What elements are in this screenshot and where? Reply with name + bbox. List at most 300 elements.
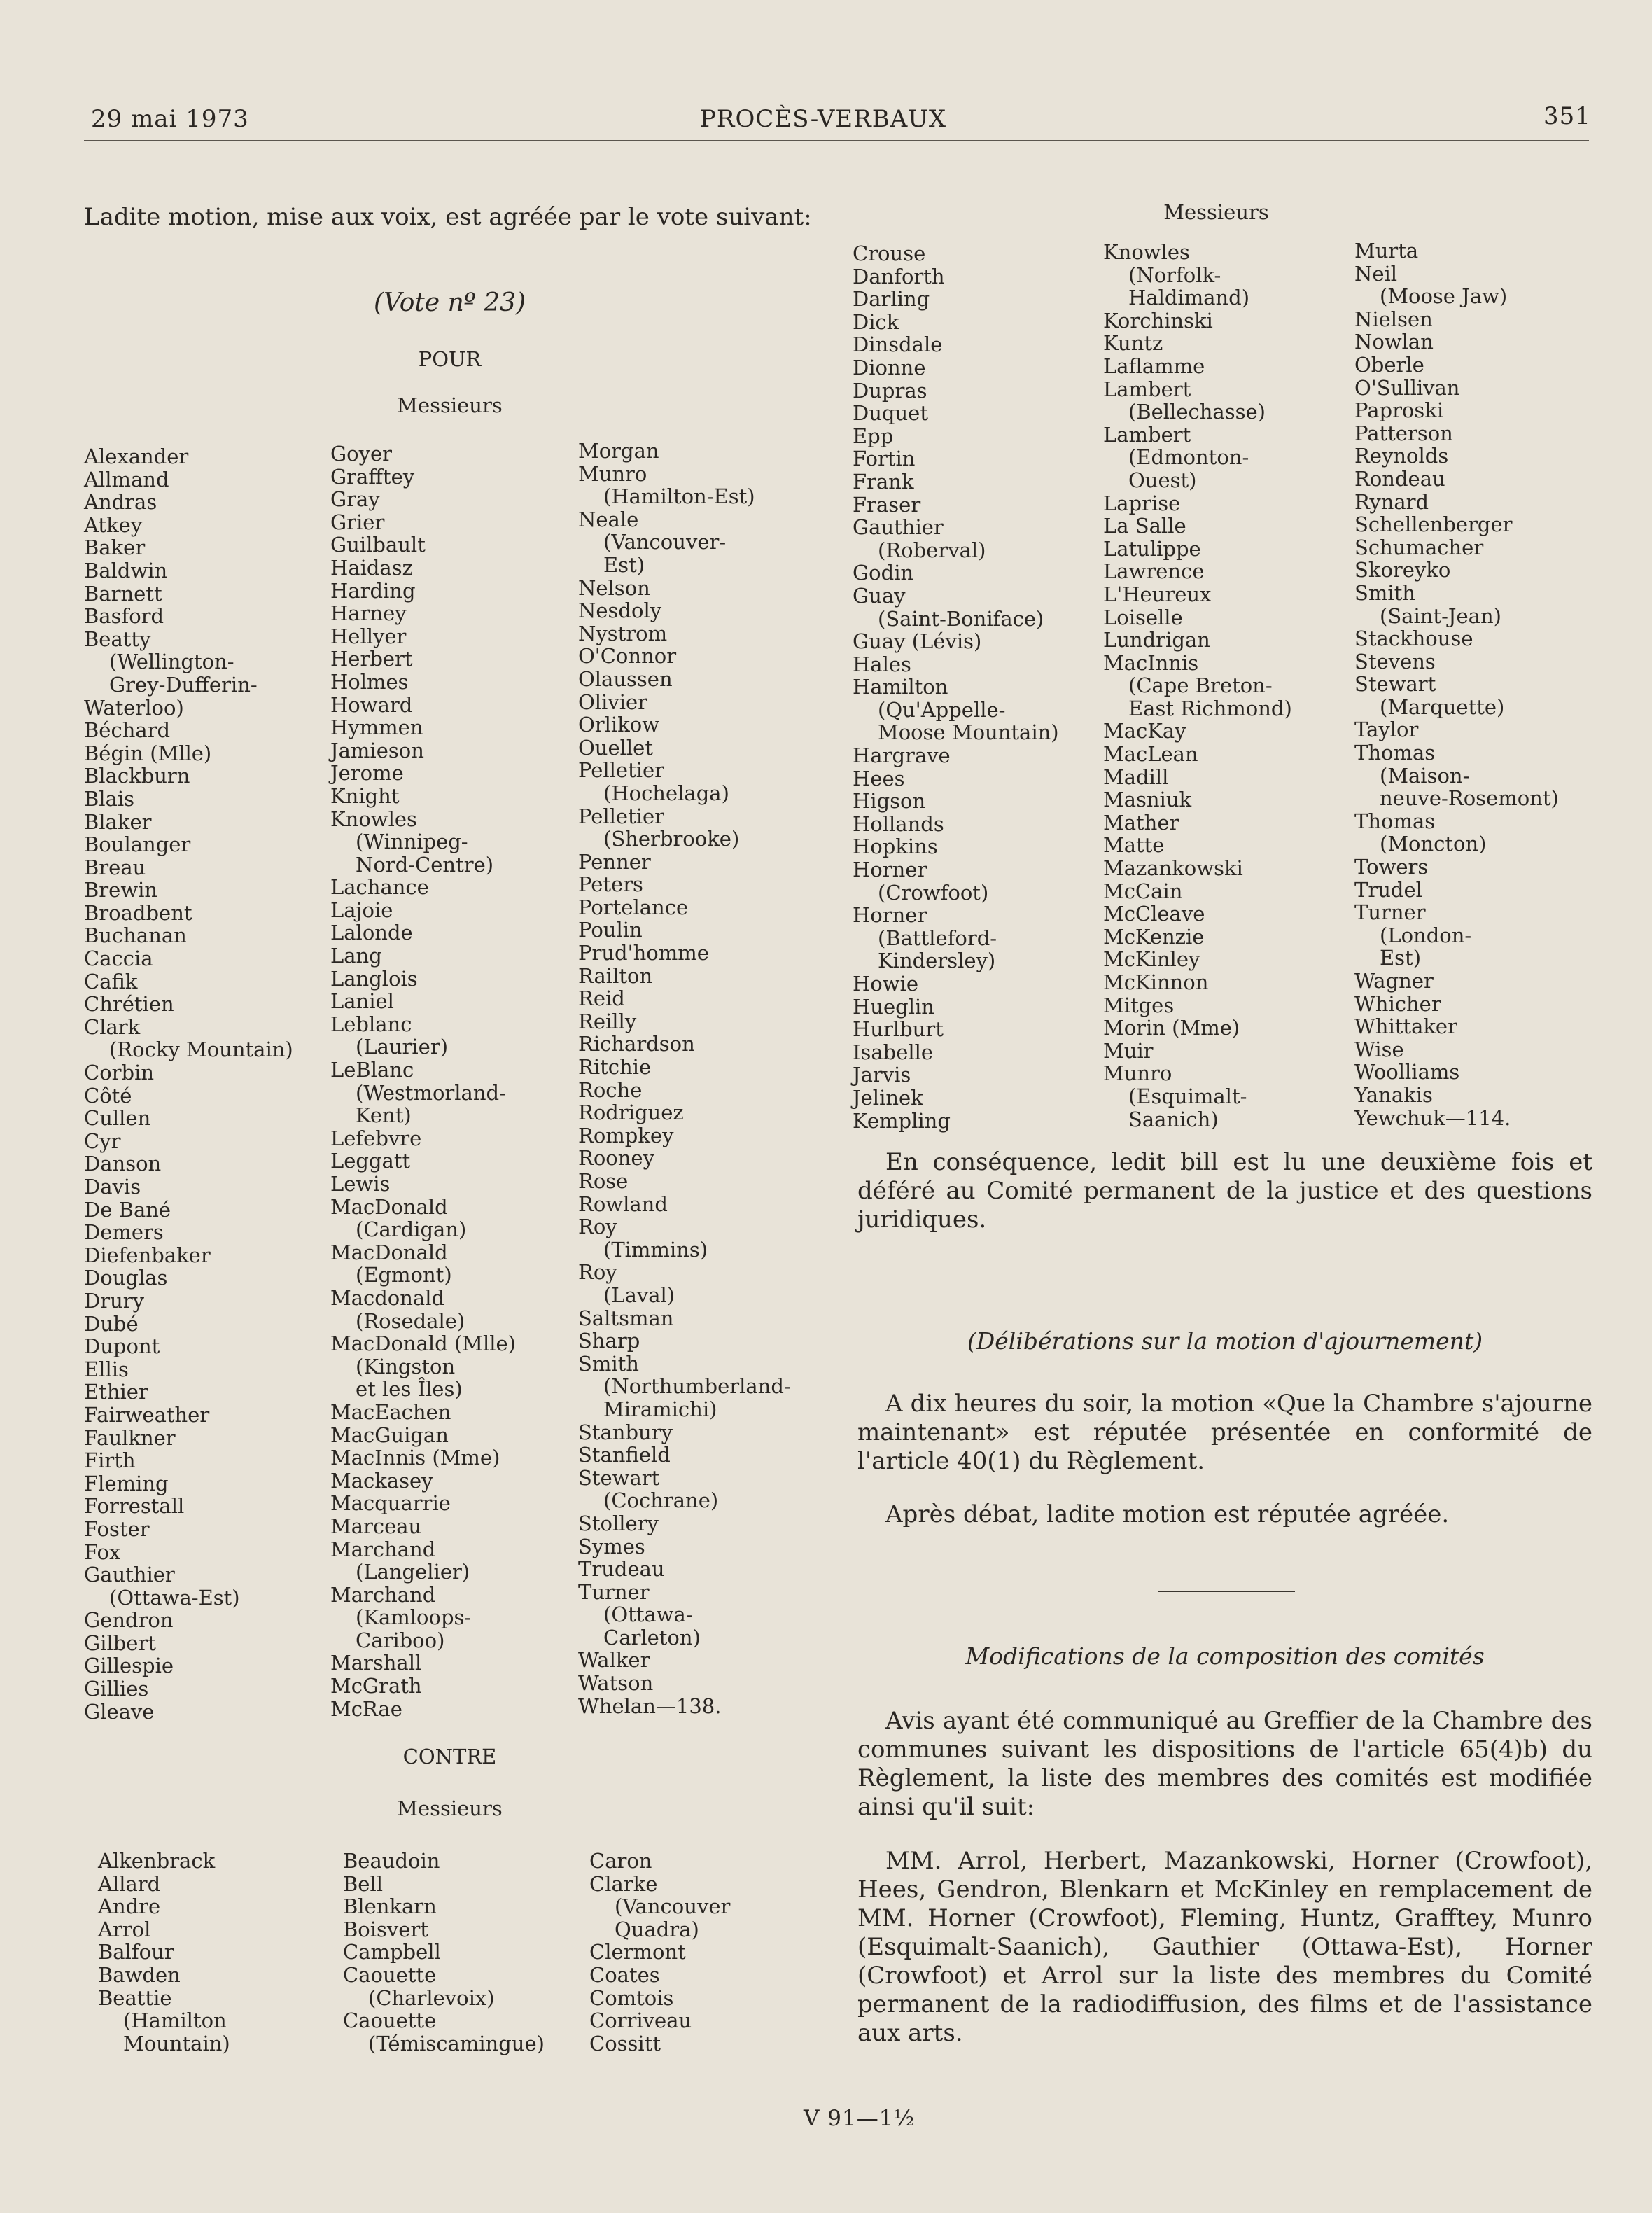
member-name: Côté bbox=[84, 1083, 132, 1108]
member-name: Whicher bbox=[1354, 991, 1441, 1016]
member-name: Jerome bbox=[330, 761, 404, 786]
member-name: (Moose Jaw) bbox=[1380, 284, 1508, 309]
member-name: Penner bbox=[578, 849, 651, 874]
member-name: Dionne bbox=[853, 355, 926, 379]
member-name: Ouellet bbox=[578, 735, 653, 760]
member-name: Diefenbaker bbox=[84, 1243, 211, 1267]
member-name: Leggatt bbox=[330, 1149, 411, 1173]
member-name: Demers bbox=[84, 1220, 164, 1245]
member-name: Horner bbox=[853, 858, 927, 882]
member-name: Peters bbox=[578, 872, 643, 897]
member-name: (Norfolk- bbox=[1128, 263, 1222, 287]
member-name: Marchand bbox=[330, 1582, 436, 1607]
member-name: Herbert bbox=[330, 647, 413, 671]
member-name: (Saint-Jean) bbox=[1380, 603, 1502, 628]
member-name: Ethier bbox=[84, 1380, 148, 1404]
member-name: Cossitt bbox=[589, 2031, 661, 2055]
member-name: Roche bbox=[578, 1077, 643, 1102]
member-name: Moose Mountain) bbox=[878, 720, 1059, 745]
member-name: Dupras bbox=[853, 378, 927, 403]
member-name: (Cochrane) bbox=[603, 1488, 719, 1513]
member-name: Ellis bbox=[84, 1357, 129, 1381]
member-name: Balfour bbox=[98, 1940, 174, 1964]
member-name: Munro bbox=[1103, 1061, 1172, 1086]
member-name: (Northumberland- bbox=[603, 1374, 791, 1399]
header-page-number: 351 bbox=[1544, 102, 1591, 130]
member-name: LeBlanc bbox=[330, 1058, 414, 1082]
section-divider bbox=[1158, 1591, 1295, 1592]
member-name: Mather bbox=[1103, 810, 1180, 835]
member-name: Grey-Dufferin- bbox=[109, 672, 258, 697]
member-name: Beaudoin bbox=[343, 1849, 440, 1873]
member-name: Matte bbox=[1103, 833, 1165, 858]
member-name: Faulkner bbox=[84, 1425, 176, 1450]
member-name: Turner bbox=[1354, 900, 1426, 925]
member-name: Gendron bbox=[84, 1608, 174, 1633]
member-name: Alkenbrack bbox=[98, 1849, 216, 1873]
member-name: Harney bbox=[330, 601, 407, 626]
member-name: Higson bbox=[853, 789, 926, 814]
member-name: Pelletier bbox=[578, 758, 665, 783]
member-name: Andras bbox=[84, 490, 158, 515]
member-name: Lambert bbox=[1103, 377, 1191, 401]
member-name: Comtois bbox=[589, 1985, 674, 2010]
member-name: (Egmont) bbox=[356, 1263, 452, 1287]
member-name: (Wellington- bbox=[109, 650, 234, 674]
member-name: Bawden bbox=[98, 1962, 181, 1987]
member-name: (Ottawa- bbox=[603, 1603, 693, 1627]
member-name: (Kamloops- bbox=[356, 1605, 472, 1630]
member-name: Saltsman bbox=[578, 1306, 674, 1330]
member-name: Dupont bbox=[84, 1334, 160, 1359]
member-name: Paproski bbox=[1354, 398, 1444, 423]
pour-names-col3 bbox=[578, 440, 791, 1717]
member-name: Frank bbox=[853, 469, 914, 494]
member-name: Rondeau bbox=[1354, 466, 1446, 491]
header-rule bbox=[84, 140, 1589, 141]
member-name: Neale bbox=[578, 507, 639, 531]
member-name: Saanich) bbox=[1128, 1107, 1219, 1131]
member-name: et les Îles) bbox=[356, 1377, 463, 1402]
member-name: MacLean bbox=[1103, 742, 1198, 767]
member-name: McGrath bbox=[330, 1674, 422, 1698]
member-name: Gray bbox=[330, 487, 380, 512]
member-name: Patterson bbox=[1354, 421, 1453, 445]
member-name: Leblanc bbox=[330, 1012, 412, 1036]
member-name: Watson bbox=[578, 1671, 654, 1696]
member-name: Breau bbox=[84, 855, 146, 879]
member-name: Nowlan bbox=[1354, 330, 1434, 354]
member-name: MacGuigan bbox=[330, 1423, 449, 1447]
member-name: Muir bbox=[1103, 1038, 1154, 1063]
member-name: Rompkey bbox=[578, 1123, 674, 1147]
member-name: Stewart bbox=[578, 1465, 660, 1490]
member-name: Cariboo) bbox=[356, 1628, 445, 1652]
member-name: Goyer bbox=[330, 442, 393, 466]
member-name: Waterloo) bbox=[84, 695, 184, 720]
member-name: Walker bbox=[578, 1648, 650, 1673]
pour-names-col2 bbox=[330, 442, 516, 1720]
member-name: Roy bbox=[578, 1215, 617, 1239]
member-name: Rose bbox=[578, 1169, 629, 1193]
adjournment-agreed-paragraph: Après débat, ladite motion est réputée agréée. bbox=[886, 1500, 1450, 1528]
member-name: Chrétien bbox=[84, 992, 174, 1017]
member-name: (Vancouver- bbox=[603, 530, 727, 554]
member-name: Thomas bbox=[1354, 809, 1436, 833]
member-name: Mountain) bbox=[123, 2031, 230, 2055]
member-name: Ouest) bbox=[1128, 468, 1197, 492]
member-name: Hees bbox=[853, 766, 905, 790]
member-name: Stanbury bbox=[578, 1420, 673, 1444]
member-name: (Esquimalt- bbox=[1128, 1084, 1247, 1108]
member-name: Bégin (Mlle) bbox=[84, 741, 212, 765]
member-name: MacDonald bbox=[330, 1240, 448, 1264]
member-name: Allard bbox=[98, 1871, 161, 1896]
member-name: Langlois bbox=[330, 966, 418, 991]
member-name: Knight bbox=[330, 783, 400, 808]
member-name: Drury bbox=[84, 1288, 145, 1313]
committee-changes-title: Modifications de la composition des comités bbox=[965, 1642, 1485, 1670]
member-name: Thomas bbox=[1354, 741, 1436, 765]
member-name: Hurlburt bbox=[853, 1017, 944, 1042]
member-name: Reynolds bbox=[1354, 444, 1449, 468]
member-name: McKenzie bbox=[1103, 924, 1205, 949]
member-name: Blaker bbox=[84, 809, 152, 834]
contre-heading: CONTRE bbox=[402, 1745, 497, 1768]
member-name: Jamieson bbox=[330, 738, 424, 762]
member-name: Howard bbox=[330, 692, 413, 717]
member-name: (Langelier) bbox=[356, 1560, 470, 1584]
contre-continued-messieurs: Messieurs bbox=[1163, 200, 1269, 224]
member-name: Stevens bbox=[1354, 649, 1436, 673]
member-name: Nesdoly bbox=[578, 599, 662, 623]
member-name: Lawrence bbox=[1103, 559, 1205, 584]
member-name: Sharp bbox=[578, 1329, 640, 1353]
member-name: Béchard bbox=[84, 718, 171, 743]
member-name: Towers bbox=[1354, 855, 1429, 879]
member-name: McCleave bbox=[1103, 902, 1205, 926]
member-name: Boisvert bbox=[343, 1917, 428, 1941]
member-name: Allmand bbox=[84, 467, 169, 491]
member-name: Taylor bbox=[1354, 718, 1419, 742]
member-name: Andre bbox=[98, 1894, 161, 1919]
member-name: Nord-Centre) bbox=[356, 852, 494, 877]
adjournment-paragraph: A dix heures du soir, la motion «Que la Chambre s'ajourne maintenant» est réputée présentée en conformité de l'article 40(1) du Règlement. bbox=[858, 1390, 1592, 1475]
second-reading-paragraph: En conséquence, ledit bill est lu une deuxième fois et déféré au Comité permanent de la justice et des questions juridiques. bbox=[858, 1148, 1592, 1234]
member-name: Broadbent bbox=[84, 900, 192, 925]
member-name: Smith bbox=[578, 1351, 639, 1376]
header-title: PROCÈS-VERBAUX bbox=[700, 105, 947, 133]
member-name: (Saint-Boniface) bbox=[878, 606, 1044, 631]
footer-signature: V 91—1½ bbox=[804, 2106, 916, 2131]
pour-messieurs: Messieurs bbox=[397, 393, 503, 417]
member-name: Beatty bbox=[84, 627, 151, 651]
member-name: (Rocky Mountain) bbox=[109, 1038, 293, 1062]
member-name: neuve-Rosemont) bbox=[1380, 786, 1559, 811]
contre-cont-col2 bbox=[1103, 241, 1292, 1131]
member-name: Laflamme bbox=[1103, 354, 1205, 378]
member-name: Stanfield bbox=[578, 1443, 671, 1467]
member-name: Portelance bbox=[578, 895, 689, 919]
member-name: (Crowfoot) bbox=[878, 880, 989, 905]
member-name: Mitges bbox=[1103, 993, 1175, 1017]
member-name: Boulanger bbox=[84, 832, 191, 857]
member-name: Guay bbox=[853, 583, 906, 608]
vote-intro: Ladite motion, mise aux voix, est agréée par le vote suivant: bbox=[84, 203, 812, 231]
member-name: Nelson bbox=[578, 575, 650, 600]
member-name: Est) bbox=[603, 552, 645, 577]
member-name: Fairweather bbox=[84, 1402, 210, 1427]
member-name: Miramichi) bbox=[603, 1397, 718, 1421]
member-name: Trudeau bbox=[578, 1557, 665, 1582]
member-name: (Edmonton- bbox=[1128, 445, 1250, 470]
member-name: McRae bbox=[330, 1696, 402, 1721]
member-name: Hueglin bbox=[853, 994, 934, 1019]
member-name: Lambert bbox=[1103, 422, 1191, 447]
member-name: Fraser bbox=[853, 492, 921, 517]
member-name: Trudel bbox=[1354, 877, 1422, 902]
member-name: Whittaker bbox=[1354, 1014, 1457, 1039]
member-name: (London- bbox=[1380, 923, 1472, 947]
member-name: Jelinek bbox=[853, 1085, 923, 1110]
member-name: Corriveau bbox=[589, 2009, 692, 2033]
member-name: Danforth bbox=[853, 264, 945, 288]
member-name: Stackhouse bbox=[1354, 627, 1474, 651]
member-name: Smith bbox=[1354, 580, 1415, 605]
member-name: Hymmen bbox=[330, 715, 424, 740]
adjournment-debate-title: (Délibérations sur la motion d'ajournement) bbox=[967, 1327, 1483, 1355]
member-name: Hellyer bbox=[330, 624, 407, 648]
member-name: Alexander bbox=[84, 445, 189, 468]
member-name: Caouette bbox=[343, 2009, 437, 2033]
member-name: Nielsen bbox=[1354, 307, 1433, 331]
member-name: Marshall bbox=[330, 1651, 422, 1675]
member-name: Rynard bbox=[1354, 489, 1429, 514]
member-name: Stewart bbox=[1354, 672, 1436, 697]
member-name: Oberle bbox=[1354, 352, 1424, 377]
member-name: Coates bbox=[589, 1962, 660, 1987]
member-name: McCain bbox=[1103, 879, 1183, 903]
member-name: Foster bbox=[84, 1516, 150, 1541]
member-name: Korchinski bbox=[1103, 308, 1213, 333]
member-name: Guilbault bbox=[330, 533, 426, 557]
member-name: Morgan bbox=[578, 439, 659, 463]
member-name: Cullen bbox=[84, 1106, 151, 1131]
member-name: Howie bbox=[853, 972, 919, 996]
member-name: Holmes bbox=[330, 669, 409, 694]
member-name: Yewchuk—114. bbox=[1354, 1105, 1511, 1130]
member-name: Crouse bbox=[853, 242, 926, 265]
member-name: Marceau bbox=[330, 1514, 422, 1538]
member-name: Jarvis bbox=[853, 1063, 911, 1087]
member-name: (Qu'Appelle- bbox=[878, 697, 1006, 722]
member-name: Quadra) bbox=[615, 1917, 699, 1941]
member-name: Kuntz bbox=[1103, 331, 1163, 356]
member-name: Munro bbox=[578, 461, 648, 486]
member-name: Grafftey bbox=[330, 464, 415, 489]
member-name: Morin (Mme) bbox=[1103, 1016, 1240, 1040]
member-name: (Hochelaga) bbox=[603, 781, 729, 805]
member-name: Carleton) bbox=[603, 1625, 701, 1649]
member-name: Ritchie bbox=[578, 1055, 652, 1080]
member-name: Gillespie bbox=[84, 1654, 174, 1678]
member-name: Arrol bbox=[98, 1917, 151, 1941]
member-name: Corbin bbox=[84, 1061, 155, 1085]
member-name: Poulin bbox=[578, 918, 643, 942]
member-name: Blenkarn bbox=[343, 1894, 437, 1919]
member-name: Reid bbox=[578, 986, 625, 1011]
member-name: Reilly bbox=[578, 1009, 637, 1033]
member-name: Rodriguez bbox=[578, 1101, 684, 1125]
vote-number: (Vote nº 23) bbox=[373, 288, 526, 317]
pour-names-col1 bbox=[84, 445, 293, 1723]
member-name: Wise bbox=[1354, 1037, 1404, 1061]
member-name: (Témiscamingue) bbox=[368, 2031, 545, 2055]
member-name: Olaussen bbox=[578, 666, 673, 691]
member-name: (Maison- bbox=[1380, 763, 1470, 788]
member-name: Baldwin bbox=[84, 558, 168, 582]
member-name: (Moncton) bbox=[1380, 832, 1487, 856]
member-name: Laniel bbox=[330, 989, 394, 1014]
member-name: (Battleford- bbox=[878, 926, 997, 950]
member-name: Railton bbox=[578, 963, 653, 988]
member-name: Symes bbox=[578, 1534, 645, 1558]
member-name: Hollands bbox=[853, 811, 944, 836]
member-name: Macdonald bbox=[330, 1285, 445, 1310]
member-name: Lundrigan bbox=[1103, 628, 1210, 652]
member-name: Nystrom bbox=[578, 621, 668, 645]
member-name: MacDonald bbox=[330, 1194, 448, 1219]
member-name: Roy bbox=[578, 1260, 617, 1285]
member-name: Gillies bbox=[84, 1677, 149, 1701]
member-name: Horner bbox=[853, 903, 927, 928]
member-name: (Kingston bbox=[356, 1354, 456, 1378]
member-name: Cafik bbox=[84, 969, 138, 993]
member-name: MacInnis (Mme) bbox=[330, 1446, 500, 1470]
member-name: Neil bbox=[1354, 261, 1398, 286]
member-name: Rowland bbox=[578, 1192, 668, 1216]
member-name: (Laurier) bbox=[356, 1035, 449, 1059]
member-name: Firth bbox=[84, 1448, 136, 1473]
member-name: Stollery bbox=[578, 1511, 659, 1535]
member-name: Fortin bbox=[853, 447, 916, 471]
member-name: Fox bbox=[84, 1540, 121, 1564]
member-name: Olivier bbox=[578, 690, 648, 714]
member-name: Latulippe bbox=[1103, 536, 1201, 561]
member-name: Madill bbox=[1103, 765, 1169, 789]
member-name: Laprise bbox=[1103, 491, 1181, 515]
member-name: Wagner bbox=[1354, 969, 1434, 993]
member-name: MacDonald (Mlle) bbox=[330, 1332, 516, 1356]
member-name: Gilbert bbox=[84, 1631, 156, 1655]
member-name: Forrestall bbox=[84, 1494, 185, 1519]
contre-names-col2 bbox=[343, 1850, 545, 2055]
member-name: Skoreyko bbox=[1354, 558, 1451, 582]
member-name: Grier bbox=[330, 510, 385, 534]
member-name: Lefebvre bbox=[330, 1126, 422, 1150]
member-name: Murta bbox=[1354, 239, 1419, 263]
member-name: (Westmorland- bbox=[356, 1080, 506, 1105]
contre-names-col3 bbox=[589, 1850, 730, 2055]
member-name: (Sherbrooke) bbox=[603, 827, 740, 851]
member-name: (Winnipeg- bbox=[356, 830, 468, 854]
member-name: Hales bbox=[853, 652, 911, 676]
member-name: O'Sullivan bbox=[1354, 375, 1460, 400]
member-name: (Rosedale) bbox=[356, 1308, 465, 1333]
member-name: Schumacher bbox=[1354, 535, 1484, 559]
member-name: (Ottawa-Est) bbox=[109, 1585, 240, 1610]
member-name: Bell bbox=[343, 1871, 384, 1896]
member-name: Whelan—138. bbox=[578, 1694, 722, 1718]
contre-names-col1 bbox=[98, 1850, 230, 2055]
member-name: East Richmond) bbox=[1128, 696, 1292, 720]
member-name: Orlikow bbox=[578, 713, 660, 737]
member-name: Duquet bbox=[853, 401, 928, 426]
member-name: Est) bbox=[1380, 946, 1422, 970]
member-name: Clermont bbox=[589, 1940, 686, 1964]
member-name: Clarke bbox=[589, 1871, 658, 1896]
header-date: 29 mai 1973 bbox=[91, 105, 249, 133]
member-name: Clark bbox=[84, 1014, 141, 1039]
member-name: Lewis bbox=[330, 1172, 391, 1196]
member-name: De Bané bbox=[84, 1197, 172, 1222]
member-name: Campbell bbox=[343, 1940, 441, 1964]
member-name: Guay (Lévis) bbox=[853, 629, 982, 654]
member-name: Basford bbox=[84, 604, 164, 629]
member-name: McKinnon bbox=[1103, 970, 1209, 994]
member-name: Godin bbox=[853, 561, 914, 585]
member-name: Douglas bbox=[84, 1266, 168, 1290]
member-name: Blais bbox=[84, 786, 135, 811]
committee-membership-paragraph: MM. Arrol, Herbert, Mazankowski, Horner (Crowfoot), Hees, Gendron, Blenkarn et McKinley en remplacement de MM. Horner (Crowfoot), Fleming, Huntz, Grafftey, Munro (Esquimalt-Saanich), Gauthier (Ottawa-Est), Horner (Crowfoot) et Arrol sur la liste des membres du Comité permanent de la radiodiffusion, des films et de l'assistance aux arts. bbox=[858, 1847, 1592, 2047]
member-name: Masniuk bbox=[1103, 788, 1192, 812]
member-name: Loiselle bbox=[1103, 605, 1183, 629]
member-name: Epp bbox=[853, 424, 894, 448]
member-name: Knowles bbox=[1103, 240, 1190, 264]
member-name: Lajoie bbox=[330, 898, 393, 922]
contre-messieurs: Messieurs bbox=[397, 1796, 503, 1820]
member-name: (Cape Breton- bbox=[1128, 673, 1273, 698]
member-name: Fleming bbox=[84, 1471, 169, 1495]
member-name: Haldimand) bbox=[1128, 286, 1250, 310]
member-name: Barnett bbox=[84, 581, 162, 606]
member-name: O'Connor bbox=[578, 644, 677, 669]
contre-cont-col3 bbox=[1354, 239, 1559, 1129]
member-name: Harding bbox=[330, 578, 416, 603]
member-name: (Roberval) bbox=[878, 538, 986, 562]
member-name: Baker bbox=[84, 536, 146, 560]
member-name: (Cardigan) bbox=[356, 1217, 467, 1242]
member-name: (Charlevoix) bbox=[368, 1985, 495, 2010]
member-name: Woolliams bbox=[1354, 1060, 1460, 1084]
member-name: Danson bbox=[84, 1152, 162, 1176]
member-name: Prud'homme bbox=[578, 941, 709, 965]
member-name: Pelletier bbox=[578, 804, 665, 828]
pour-heading: POUR bbox=[418, 347, 482, 371]
member-name: Brewin bbox=[84, 878, 158, 902]
member-name: (Timmins) bbox=[603, 1237, 708, 1262]
member-name: Macquarrie bbox=[330, 1491, 451, 1516]
member-name: Rooney bbox=[578, 1146, 654, 1171]
member-name: Hargrave bbox=[853, 744, 951, 768]
member-name: Hopkins bbox=[853, 835, 938, 859]
member-name: (Hamilton-Est) bbox=[603, 484, 755, 509]
member-name: Cyr bbox=[84, 1129, 121, 1153]
member-name: La Salle bbox=[1103, 514, 1186, 538]
member-name: Beattie bbox=[98, 1985, 172, 2010]
member-name: Darling bbox=[853, 287, 930, 312]
member-name: Lalonde bbox=[330, 921, 413, 945]
